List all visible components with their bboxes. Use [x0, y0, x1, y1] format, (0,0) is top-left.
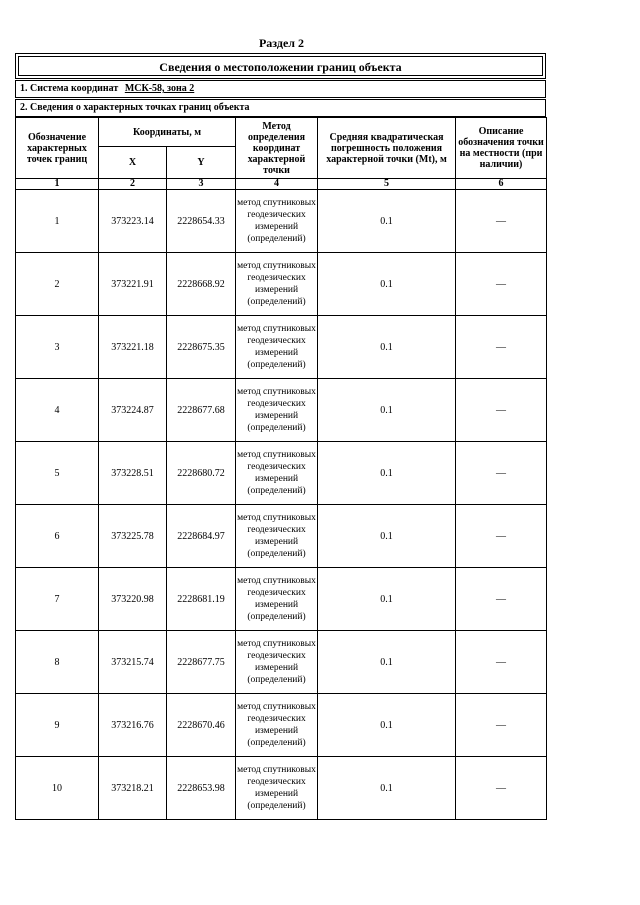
accuracy-cell: 0.1 — [318, 253, 456, 316]
accuracy-cell: 0.1 — [318, 316, 456, 379]
coord-x: 373225.78 — [99, 505, 167, 568]
coord-y: 2228668.92 — [167, 253, 236, 316]
coord-y: 2228677.68 — [167, 379, 236, 442]
description-cell: — — [456, 253, 547, 316]
point-number: 4 — [16, 379, 99, 442]
method-cell: метод спутниковых геодезических измерений (определений) — [236, 442, 318, 505]
header-point-designation: Обозначение характерных точек границ — [16, 118, 99, 179]
method-cell: метод спутниковых геодезических измерений (определений) — [236, 253, 318, 316]
main-title-box — [15, 53, 546, 79]
table-row — [16, 568, 547, 631]
description-cell: — — [456, 757, 547, 820]
points-table — [15, 117, 547, 820]
method-cell: метод спутниковых геодезических измерений (определений) — [236, 757, 318, 820]
accuracy-cell: 0.1 — [318, 631, 456, 694]
point-number: 3 — [16, 316, 99, 379]
coord-y: 2228684.97 — [167, 505, 236, 568]
coord-y: 2228681.19 — [167, 568, 236, 631]
point-number: 8 — [16, 631, 99, 694]
coord-x: 373215.74 — [99, 631, 167, 694]
method-cell: метод спутниковых геодезических измерений (определений) — [236, 316, 318, 379]
accuracy-cell: 0.1 — [318, 505, 456, 568]
accuracy-cell: 0.1 — [318, 190, 456, 253]
accuracy-cell: 0.1 — [318, 757, 456, 820]
method-cell: метод спутниковых геодезических измерений (определений) — [236, 505, 318, 568]
table-row — [16, 505, 547, 568]
point-number: 1 — [16, 190, 99, 253]
column-number: 3 — [167, 179, 236, 190]
table-row — [16, 253, 547, 316]
table-row — [16, 190, 547, 253]
column-numbers-row — [16, 179, 547, 190]
coord-x: 373224.87 — [99, 379, 167, 442]
description-cell: — — [456, 379, 547, 442]
column-number: 6 — [456, 179, 547, 190]
coord-y: 2228670.46 — [167, 694, 236, 757]
header-method: Метод определения координат характерной точки — [236, 118, 318, 179]
header-description: Описание обозначения точки на местности (при наличии) — [456, 118, 547, 179]
coord-y: 2228680.72 — [167, 442, 236, 505]
accuracy-cell: 0.1 — [318, 568, 456, 631]
column-number: 5 — [318, 179, 456, 190]
point-number: 5 — [16, 442, 99, 505]
coord-x: 373223.14 — [99, 190, 167, 253]
coord-x: 373221.18 — [99, 316, 167, 379]
points-heading: 2. Сведения о характерных точках границ объекта — [15, 99, 546, 117]
method-cell: метод спутниковых геодезических измерений (определений) — [236, 631, 318, 694]
description-cell: — — [456, 316, 547, 379]
description-cell: — — [456, 694, 547, 757]
accuracy-cell: 0.1 — [318, 694, 456, 757]
description-cell: — — [456, 442, 547, 505]
coordinate-system-row — [15, 80, 546, 98]
method-cell: метод спутниковых геодезических измерений (определений) — [236, 568, 318, 631]
header-y: Y — [167, 147, 236, 179]
header-x: X — [99, 147, 167, 179]
description-cell: — — [456, 505, 547, 568]
section-label: Раздел 2 — [258, 36, 305, 50]
point-number: 9 — [16, 694, 99, 757]
description-cell: — — [456, 190, 547, 253]
method-cell: метод спутниковых геодезических измерений (определений) — [236, 190, 318, 253]
coord-x: 373228.51 — [99, 442, 167, 505]
method-cell: метод спутниковых геодезических измерений (определений) — [236, 379, 318, 442]
column-number: 1 — [16, 179, 99, 190]
coord-y: 2228675.35 — [167, 316, 236, 379]
coordinate-system-value: МСК-58, зона 2 — [124, 83, 195, 94]
table-row — [16, 379, 547, 442]
accuracy-cell: 0.1 — [318, 379, 456, 442]
point-number: 6 — [16, 505, 99, 568]
description-cell: — — [456, 568, 547, 631]
header-coordinates: Координаты, м — [99, 118, 236, 147]
coord-x: 373216.76 — [99, 694, 167, 757]
method-cell: метод спутниковых геодезических измерений (определений) — [236, 694, 318, 757]
table-row — [16, 694, 547, 757]
table-row — [16, 757, 547, 820]
coord-y: 2228677.75 — [167, 631, 236, 694]
table-row — [16, 442, 547, 505]
coord-y: 2228653.98 — [167, 757, 236, 820]
description-cell: — — [456, 631, 547, 694]
main-title: Сведения о местоположении границ объекта — [18, 56, 543, 76]
column-number: 2 — [99, 179, 167, 190]
point-number: 7 — [16, 568, 99, 631]
header-accuracy: Средняя квадратическая погрешность положения характерной точки (Mt), м — [318, 118, 456, 179]
coord-x: 373218.21 — [99, 757, 167, 820]
coord-x: 373220.98 — [99, 568, 167, 631]
accuracy-cell: 0.1 — [318, 442, 456, 505]
coord-y: 2228654.33 — [167, 190, 236, 253]
coord-x: 373221.91 — [99, 253, 167, 316]
table-row — [16, 631, 547, 694]
column-number: 4 — [236, 179, 318, 190]
point-number: 2 — [16, 253, 99, 316]
coordinate-system-label: 1. Система координат — [20, 83, 119, 94]
table-row — [16, 316, 547, 379]
point-number: 10 — [16, 757, 99, 820]
